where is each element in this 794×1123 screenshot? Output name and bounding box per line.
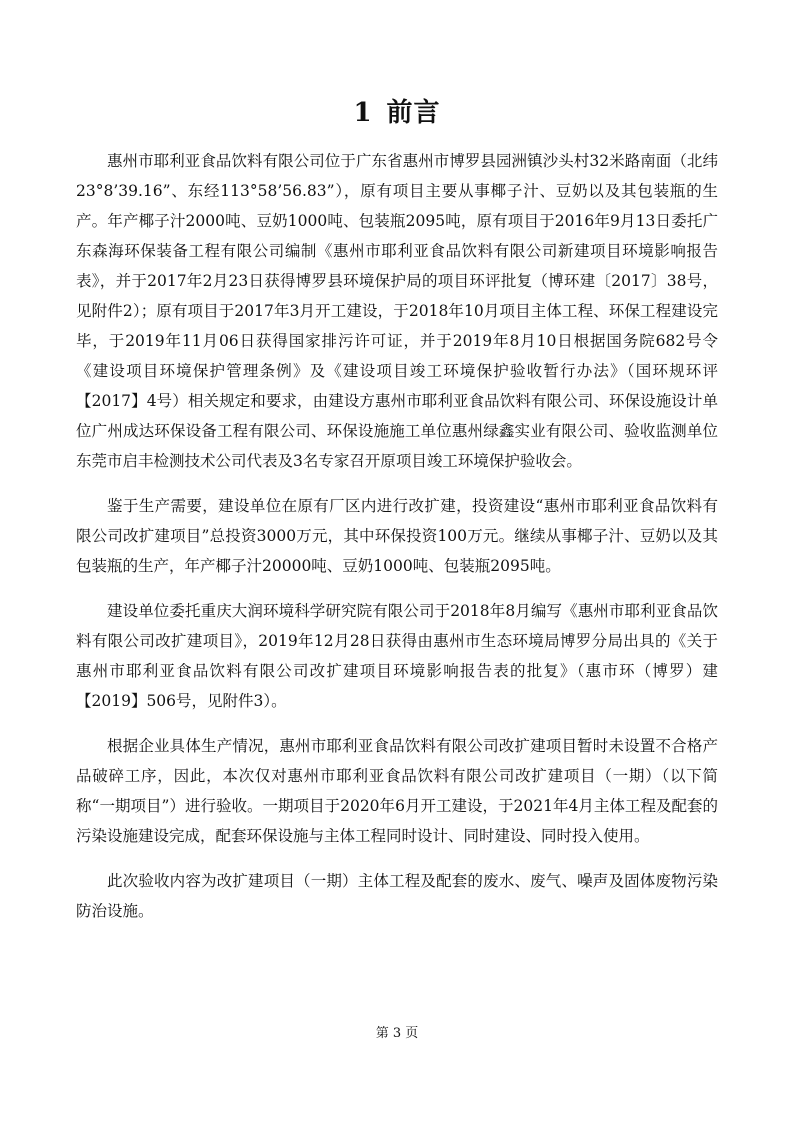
paragraph-expansion-investment: 鉴于生产需要，建设单位在原有厂区内进行改扩建，投资建设“惠州市耶利亚食品饮料有限公司改扩建项目”总投资3000万元，其中环保投资100万元。继续从事椰子汁、豆奶以及其包装瓶的生产，年产椰子汁20000吨、豆奶1000吨、包装瓶2095吨。 — [76, 497, 718, 575]
paragraph-acceptance-content: 此次验收内容为改扩建项目（一期）主体工程及配套的废水、废气、噪声及固体废物污染防治设施。 — [76, 872, 718, 920]
paragraph-phase-one-scope: 根据企业具体生产情况，惠州市耶利亚食品饮料有限公司改扩建项目暂时未设置不合格产品破碎工序，因此，本次仅对惠州市耶利亚食品饮料有限公司改扩建项目（一期）（以下简称“一期项目”）进行验收。一期项目于2020年6月开工建设，于2021年4月主体工程及配套的污染设施建设完成，配套环保设施与主体工程同时设计、同时建设、同时投入使用。 — [76, 737, 718, 845]
section-number: 1 — [353, 98, 373, 128]
document-body — [76, 146, 718, 941]
paragraph-eia-approval: 建设单位委托重庆大润环境科学研究院有限公司于2018年8月编写《惠州市耶利亚食品饮料有限公司改扩建项目》，2019年12月28日获得由惠州市生态环境局博罗分局出具的《关于惠州市耶利亚食品饮料有限公司改扩建项目环境影响报告表的批复》（惠市环（博罗）建【2019】506号，见附件3）。 — [76, 602, 718, 710]
page-number: 第 3 页 — [375, 1026, 419, 1041]
paragraph-project-background: 惠州市耶利亚食品饮料有限公司位于广东省惠州市博罗县园洲镇沙头村32米路南面（北纬23°8’39.16”、东经113°58’56.83”），原有项目主要从事椰子汁、豆奶以及其包装瓶的生产。年产椰子汁2000吨、豆奶1000吨、包装瓶2095吨，原有项目于2016年9月13日委托广东森海环保装备工程有限公司编制《惠州市耶利亚食品饮料有限公司新建项目环境影响报告表》，并于2017年2月23日获得博罗县环境保护局的项目环评批复（博环建〔2017〕38号，见附件2）；原有项目于2017年3月开工建设，于2018年10月项目主体工程、环保工程建设完毕，于2019年11月06日获得国家排污许可证，并于2019年8月10日根据国务院682号令《建设项目环境保护管理条例》及《建设项目竣工环境保护验收暂行办法》（国环规环评【2017】4号）相关规定和要求，由建设方惠州市耶利亚食品饮料有限公司、环保设施设计单位广州成达环保设备工程有限公司、环保设施施工单位惠州绿鑫实业有限公司、验收监测单位东莞市启丰检测技术公司代表及3名专家召开原项目竣工环境保护验收会。 — [76, 152, 718, 470]
section-title: 前言 — [386, 98, 441, 128]
section-heading — [0, 93, 794, 133]
